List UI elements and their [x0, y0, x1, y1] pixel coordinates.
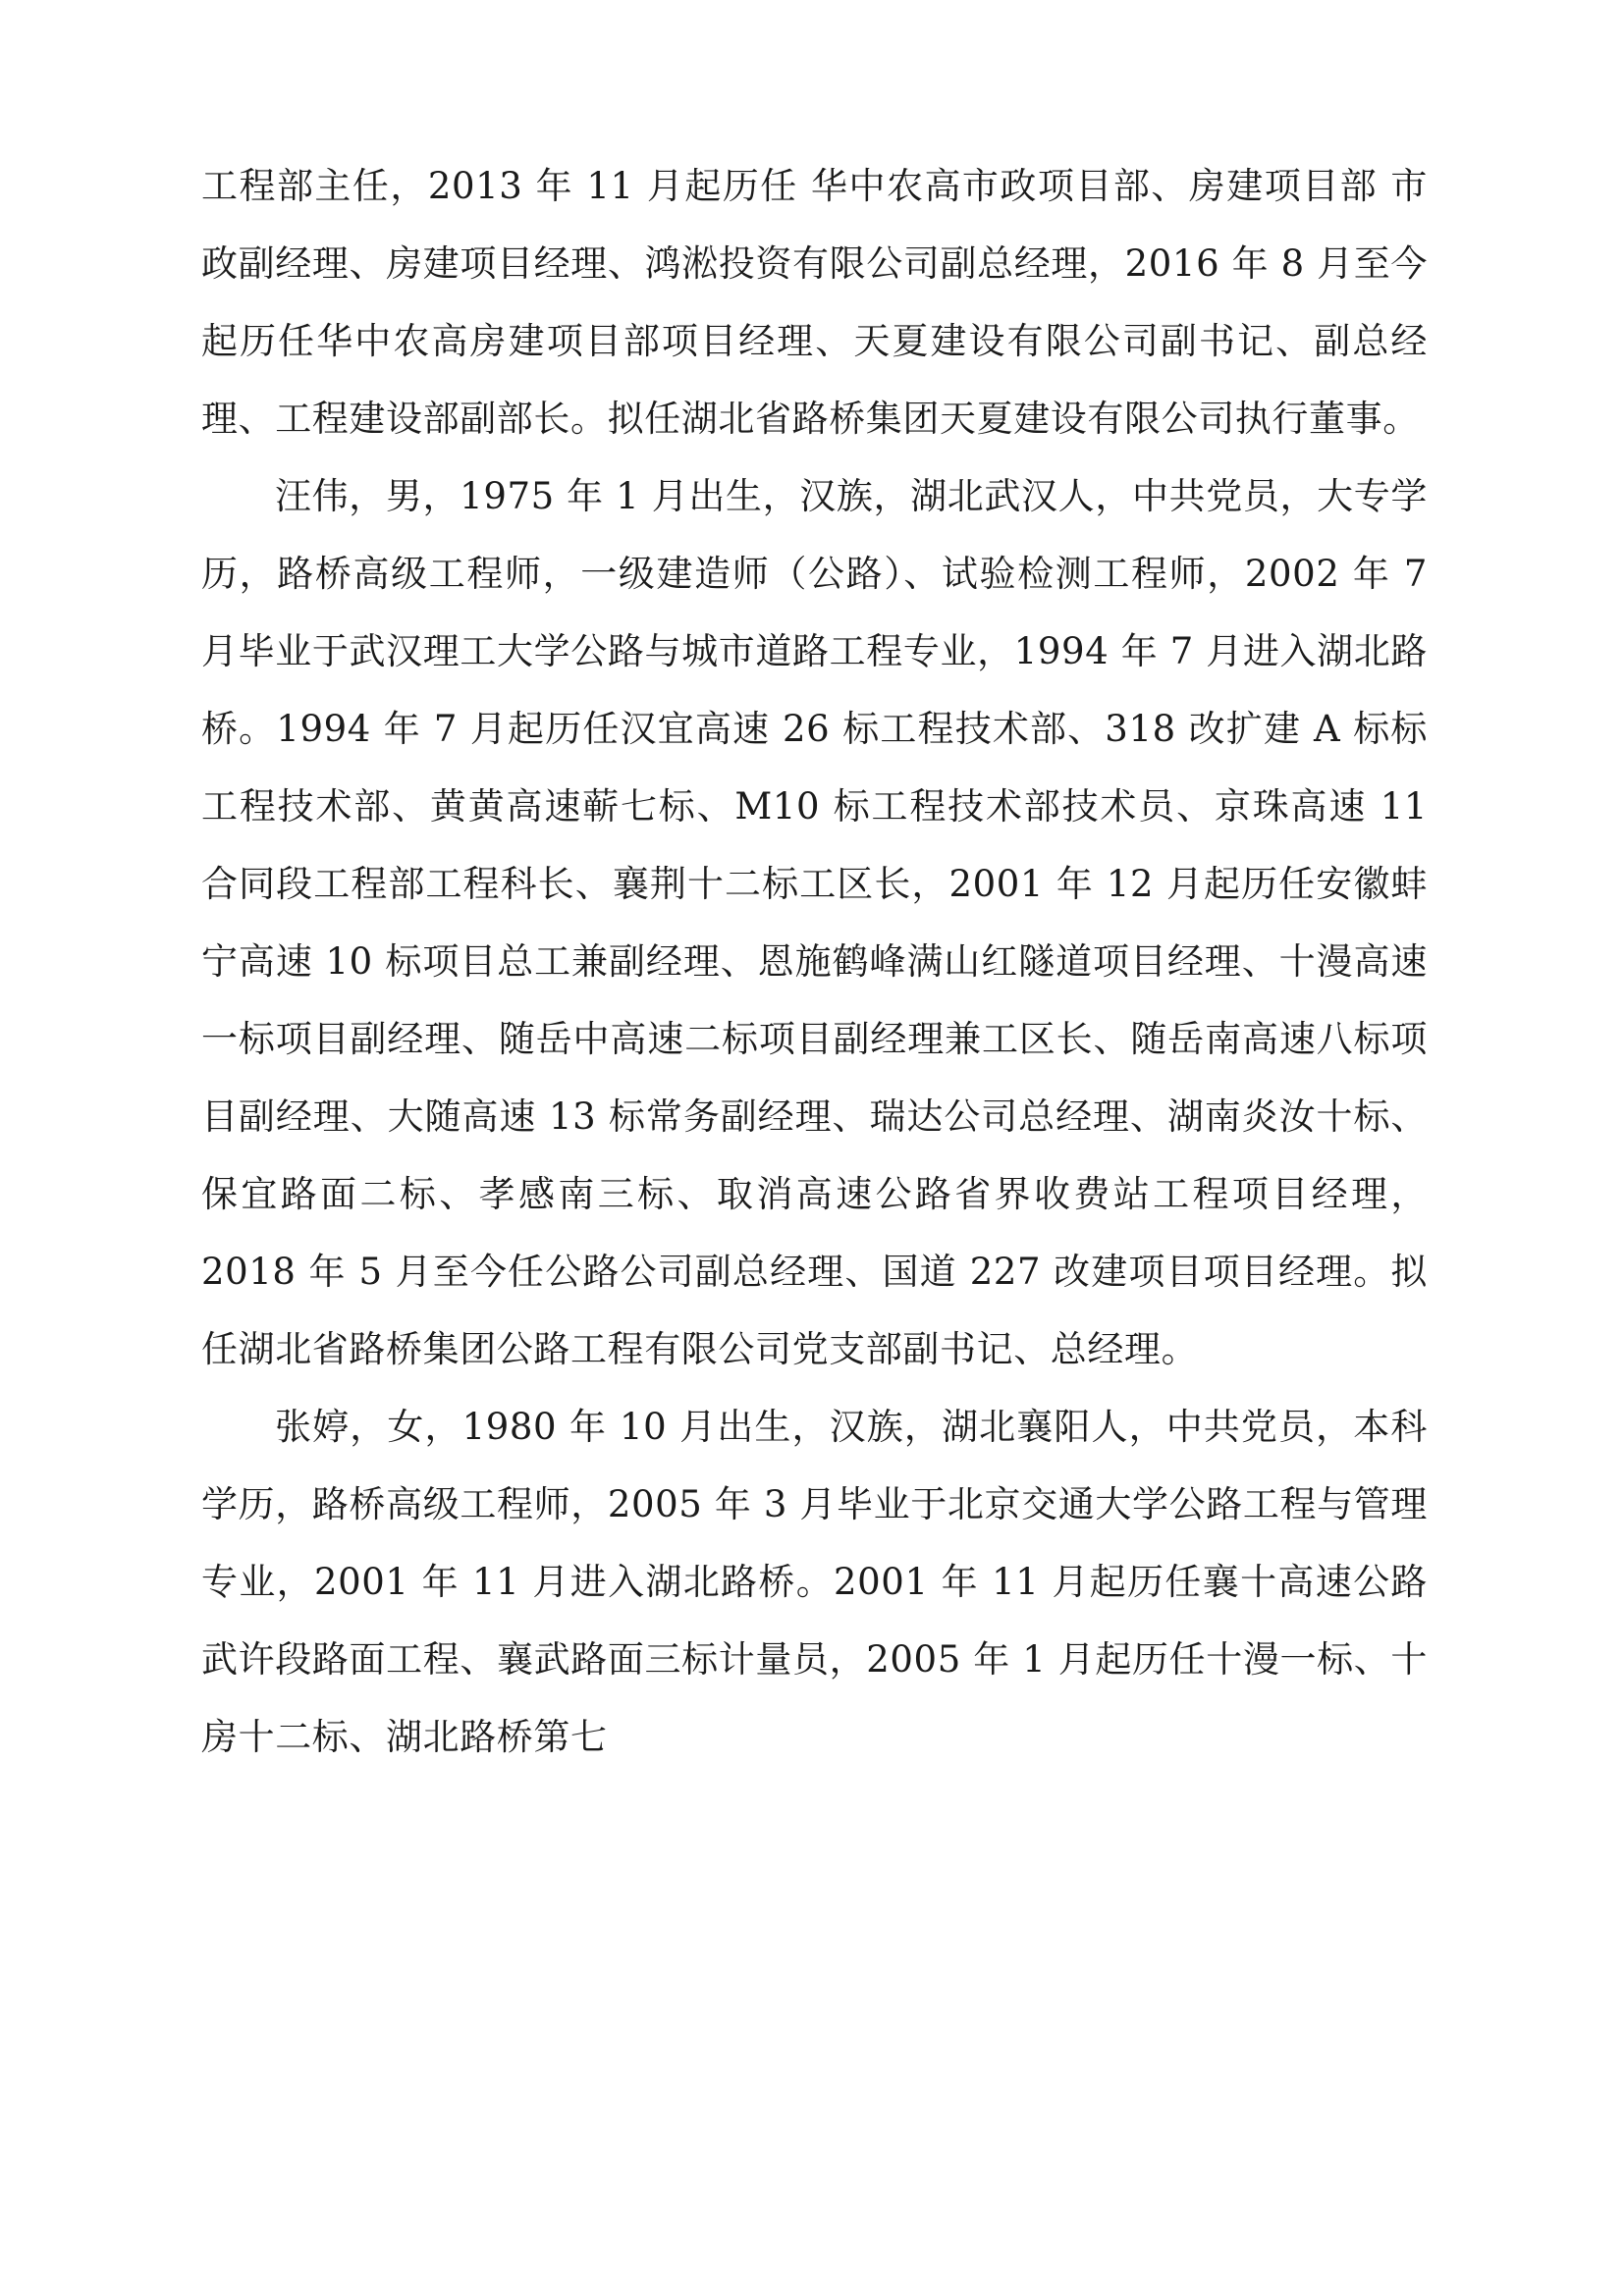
paragraph-continuation: 工程部主任，2013 年 11 月起历任 华中农高市政项目部、房建项目部 市政副经理、房建项目经理、鸿淞投资有限公司副总经理，2016 年 8 月至今起历任华中农高房建项目部项目经理、天夏建设有限公司副书记、副总经理、工程建设部副部长。拟任湖北省路桥集团天夏建设有限公司执行董事。 [201, 165, 1428, 440]
paragraph-zhang-ting-bio: 张婷，女，1980 年 10 月出生，汉族，湖北襄阳人，中共党员，本科学历，路桥高级工程师，2005 年 3 月毕业于北京交通大学公路工程与管理专业，2001 年 11 月进入湖北路桥。2001 年 11 月起历任襄十高速公路武许段路面工程、襄武路面三标计量员，2005 年 1 月起历任十漫一标、十房十二标、湖北路桥第七 [201, 1406, 1428, 1758]
document-text-body [201, 147, 1428, 1776]
paragraph-wang-wei-bio: 汪伟，男，1975 年 1 月出生，汉族，湖北武汉人，中共党员，大专学历，路桥高级工程师，一级建造师（公路）、试验检测工程师，2002 年 7 月毕业于武汉理工大学公路与城市道路工程专业，1994 年 7 月进入湖北路桥。1994 年 7 月起历任汉宜高速 26 标工程技术部、318 改扩建 A 标标工程技术部、黄黄高速蕲七标、M10 标工程技术部技术员、京珠高速 11 合同段工程部工程科长、襄荆十二标工区长，2001 年 12 月起历任安徽蚌宁高速 10 标项目总工兼副经理、恩施鹤峰满山红隧道项目经理、十漫高速一标项目副经理、随岳中高速二标项目副经理兼工区长、随岳南高速八标项目副经理、大随高速 13 标常务副经理、瑞达公司总经理、湖南炎汝十标、保宜路面二标、孝感南三标、取消高速公路省界收费站工程项目经理，2018 年 5 月至今任公路公司副总经理、国道 227 改建项目项目经理。拟任湖北省路桥集团公路工程有限公司党支部副书记、总经理。 [201, 475, 1428, 1370]
